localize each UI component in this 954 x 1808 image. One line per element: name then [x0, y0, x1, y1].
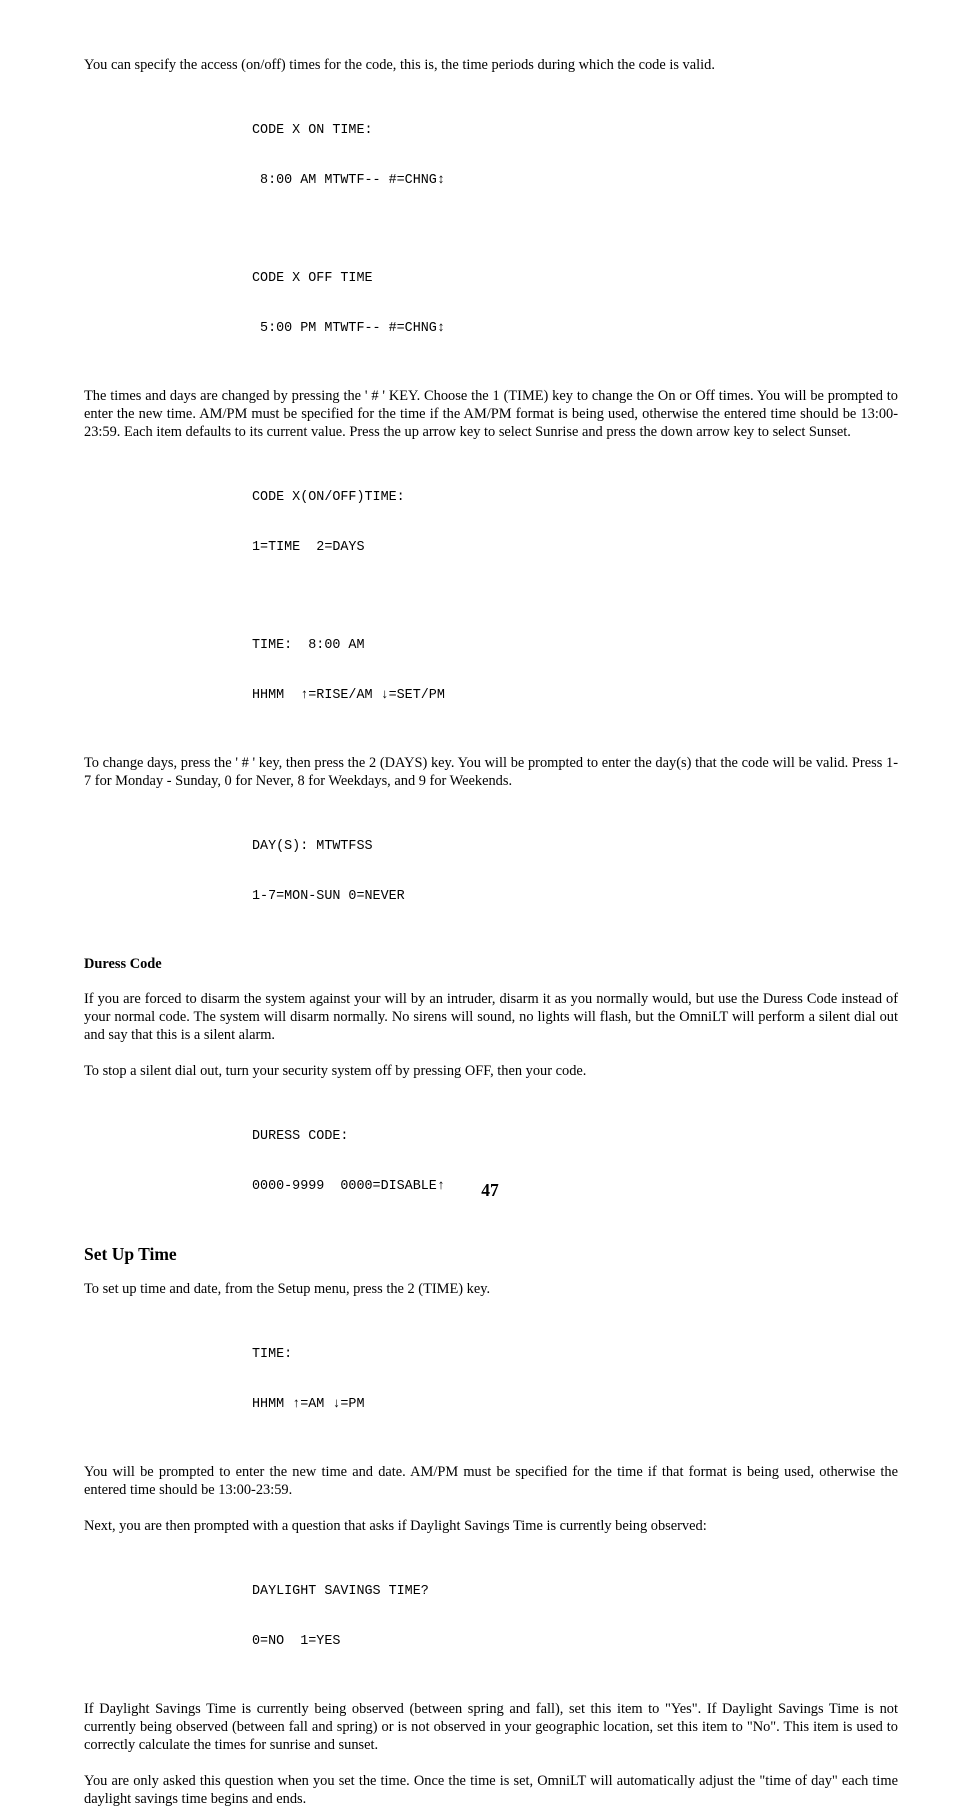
lcd-line: 5:00 PM MTWTF-- #=CHNG↕ [252, 320, 445, 336]
lcd-dst [252, 1551, 898, 1683]
lcd-line: CODE X OFF TIME [252, 271, 373, 286]
lcd-line: HHMM ↑=AM ↓=PM [252, 1396, 365, 1412]
lcd-line: TIME: 8:00 AM [252, 638, 365, 653]
lcd-line: CODE X(ON/OFF)TIME: [252, 490, 405, 505]
prompt-time-paragraph: You will be prompted to enter the new time and date. AM/PM must be specified for the time if that format is being used, otherwise the entered time should be 13:00-23:59. [84, 1464, 898, 1498]
lcd-off-time [252, 238, 898, 370]
lcd-time-entry [252, 605, 898, 737]
lcd-setup-time [252, 1314, 898, 1446]
lcd-days [252, 806, 898, 938]
duress-paragraph: If you are forced to disarm the system against your will by an intruder, disarm it as you normally would, but use the Duress Code instead of your normal code. The system will disarm normally. No sirens will sound, no lights will flash, but the OmniLT will perform a silent dial out and say that this is a silent alarm. [84, 991, 898, 1043]
lcd-onoff-menu [252, 457, 898, 589]
lcd-line: 0000-9999 0000=DISABLE↑ [252, 1178, 445, 1194]
document-page [84, 56, 898, 1808]
lcd-line: DURESS CODE: [252, 1129, 349, 1144]
intro-paragraph: You can specify the access (on/off) times for the code, this is, the time periods during which the code is valid. [84, 57, 715, 73]
setup-time-paragraph: To set up time and date, from the Setup menu, press the 2 (TIME) key. [84, 1281, 491, 1297]
lcd-line: 0=NO 1=YES [252, 1633, 341, 1649]
dst-explain-paragraph: If Daylight Savings Time is currently being observed (between spring and fall), set this item to "Yes". If Daylight Savings Time is not currently being observed (between fall and spring) or is not observed in your geographic location, set this item to "No". This item is used to correctly calculate the times for sunrise and sunset. [84, 1701, 898, 1753]
stop-dialout-paragraph: To stop a silent dial out, turn your security system off by pressing OFF, then your code. [84, 1063, 587, 1079]
setup-time-heading: Set Up Time [84, 1244, 177, 1264]
times-days-paragraph: The times and days are changed by pressing the ' # ' KEY. Choose the 1 (TIME) key to change the On or Off times. You will be prompted to enter the new time. AM/PM must be specified for the time if the AM/PM format is being used, otherwise the entered time should be 13:00-23:59. Each item defaults to its current value. Press the up arrow key to select Sunrise and press the down arrow key to select Sunset. [84, 388, 898, 440]
lcd-line: 1=TIME 2=DAYS [252, 539, 365, 555]
lcd-line: 8:00 AM MTWTF-- #=CHNG↕ [252, 172, 445, 188]
dst-question-paragraph: Next, you are then prompted with a question that asks if Daylight Savings Time is currently being observed: [84, 1518, 707, 1534]
lcd-line: CODE X ON TIME: [252, 123, 373, 138]
page-number: 47 [481, 1180, 499, 1200]
lcd-line: TIME: [252, 1347, 293, 1362]
lcd-line: 1-7=MON-SUN 0=NEVER [252, 888, 405, 904]
lcd-duress [252, 1096, 898, 1228]
lcd-line: DAYLIGHT SAVINGS TIME? [252, 1584, 429, 1599]
lcd-line: DAY(S): MTWTFSS [252, 839, 373, 854]
change-days-paragraph: To change days, press the ' # ' key, then press the 2 (DAYS) key. You will be prompted to enter the day(s) that the code will be valid. Press 1-7 for Monday - Sunday, 0 for Never, 8 for Weekdays, and 9 for Weekends. [84, 755, 898, 789]
lcd-on-time [252, 90, 898, 222]
lcd-line: HHMM ↑=RISE/AM ↓=SET/PM [252, 687, 445, 703]
duress-code-title: Duress Code [84, 956, 162, 972]
dst-auto-paragraph: You are only asked this question when you set the time. Once the time is set, OmniLT will automatically adjust the "time of day" each time daylight savings time begins and ends. [84, 1773, 898, 1807]
